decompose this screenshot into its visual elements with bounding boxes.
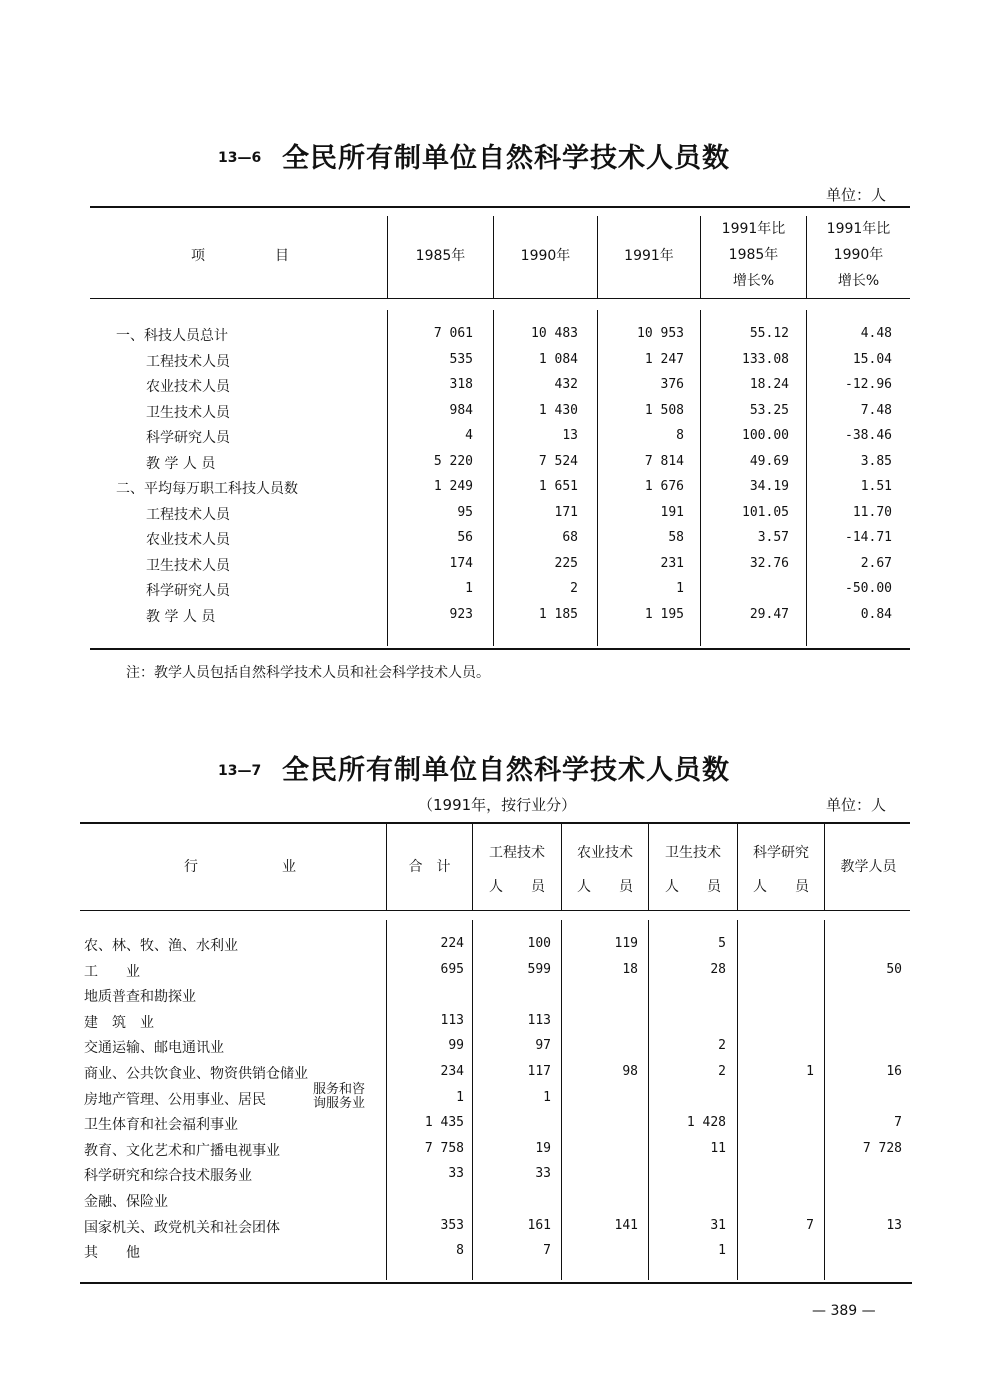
table2-cell-research: 1 [806,1064,814,1079]
table1-header-1991: 1991年 [624,248,674,264]
table2-cell-total: 353 [440,1217,464,1233]
table1-cell-g85: 49.69 [749,453,789,469]
header-line: 人 员 [577,879,633,895]
table1-row-label: 工程技术人员 [146,506,230,523]
table1-cell-v1990: 1 651 [538,479,578,494]
table2-col-divider [824,920,825,1280]
table1-header-rule [90,298,910,299]
table1-top-rule [90,206,910,208]
table1-cell-g85: 34.19 [749,479,789,494]
table1-number: 13—6 [218,150,262,166]
table1-cell-v1985: 535 [449,351,473,367]
table1-row-label: 一、科技人员总计 [116,328,228,344]
header-line: 1991年比 [826,221,891,237]
table2-cell-total: 1 [456,1089,464,1105]
table2-cell-eng: 161 [527,1217,551,1233]
table1-row-label: 卫生技术人员 [146,404,230,421]
table1-cell-v1991: 10 953 [637,326,684,341]
table1-cell-v1991: 1 676 [644,479,684,494]
table2-header-health [649,836,737,904]
table1-cell-g85: 32.76 [749,555,789,571]
table1-row-label: 农业技术人员 [146,532,230,548]
table1-cell-g90: -12.96 [845,377,892,392]
table1-cell-g85: 101.05 [742,504,789,520]
table2-col-divider [737,920,738,1280]
table1-cell-v1991: 231 [660,555,684,571]
table1-col-divider [806,310,807,646]
table2-cell-health: 28 [710,961,726,977]
table1-cell-g90: 3.85 [860,453,892,469]
table2-row-label: 国家机关、政党机关和社会团体 [84,1219,280,1236]
table1-cell-v1985: 4 [465,428,473,443]
table2-cell-eng: 599 [527,961,551,977]
table1-cell-g90: 15.04 [852,351,892,367]
table1-row-label: 教 学 人 员 [146,455,216,472]
table2-cell-health: 5 [718,936,726,951]
table2-cell-eng: 7 [543,1243,551,1259]
table1-cell-g90: 0.84 [860,606,892,622]
table2-cell-health: 31 [710,1217,726,1233]
table1-cell-g85: 29.47 [749,606,789,622]
table1-cell-g85: 18.24 [749,377,789,392]
table1-cell-v1991: 376 [660,377,684,392]
table1-cell-g90: 2.67 [860,555,892,571]
table2-cell-total: 7 758 [424,1140,464,1156]
table1-cell-v1991: 1 195 [644,606,684,622]
table1-cell-v1991: 8 [676,428,684,443]
table1-row-label: 教 学 人 员 [146,608,216,625]
header-line: 人 员 [665,879,721,895]
table2-cell-teach: 7 [894,1115,902,1131]
table1-cell-v1990: 225 [554,555,578,571]
header-line: 1985年 [728,247,779,263]
table2-header-teach: 教学人员 [840,859,897,875]
table1-cell-v1985: 95 [457,504,473,520]
table1-cell-v1991: 1 247 [644,351,684,367]
table2-subtitle: （1991年，按行业分） [418,796,577,814]
table2-col-divider [386,920,387,1280]
table1-cell-v1990: 1 084 [538,351,578,367]
label-tail-line: 询服务业 [313,1095,366,1111]
table2-header-total: 合 计 [408,859,451,875]
table1-cell-g85: 100.00 [742,428,789,443]
table2-cell-total: 224 [440,936,464,951]
table1-header-1990: 1990年 [520,248,571,264]
table2-cell-health: 1 428 [686,1115,726,1131]
table2-cell-health: 2 [718,1064,726,1079]
table1-col-divider [700,310,701,646]
table1-cell-g85: 133.08 [742,351,789,367]
table1-cell-g85: 55.12 [749,326,789,341]
table2-cell-research: 7 [806,1217,814,1233]
page-number: — 389 — [812,1303,876,1319]
table2-header-research [738,836,824,904]
table1-cell-v1990: 1 430 [538,402,578,418]
table1-cell-v1990: 10 483 [531,326,578,341]
table2-cell-eng: 100 [527,936,551,951]
table2-row-label: 交通运输、邮电通讯业 [84,1040,224,1057]
header-line: 1990年 [833,247,884,263]
table1-cell-v1985: 174 [449,555,473,571]
table1-row-label: 科学研究人员 [146,583,230,599]
table2-header-industry: 行 业 [184,859,296,875]
table2-row-label: 房地产管理、公用事业、居民 [84,1091,266,1108]
table1-cell-v1985: 5 220 [433,453,473,469]
table1-cell-v1990: 171 [554,504,578,520]
table1-row-label: 农业技术人员 [146,379,230,395]
table2-cell-total: 99 [448,1038,464,1054]
table2-cell-agr: 18 [622,961,638,977]
table1-header-growth90 [807,216,910,294]
label-tail-line: 服务和咨 [313,1081,366,1097]
table2-header-eng [473,836,561,904]
table2-cell-health: 2 [718,1038,726,1054]
table2-cell-total: 8 [456,1243,464,1259]
table1-cell-g90: 11.70 [852,504,892,520]
table1-row-label: 二、平均每万职工科技人员数 [116,481,298,497]
table2-cell-eng: 33 [535,1166,551,1182]
header-line: 人 员 [489,879,545,895]
table1-cell-g85: 53.25 [749,402,789,418]
table1-cell-v1991: 1 508 [644,402,684,418]
table2-bottom-rule [80,1282,912,1284]
table2-row-label: 教育、文化艺术和广播电视事业 [84,1142,280,1159]
header-line: 卫生技术 [665,845,721,861]
table1-cell-v1985: 984 [449,402,473,418]
table1-unit: 单位：人 [826,186,887,204]
table2-cell-total: 1 435 [424,1115,464,1131]
table1-cell-g85: 3.57 [757,530,789,545]
table1-header-1985: 1985年 [415,248,466,264]
header-line: 增长% [732,273,775,289]
table2-header-rule [80,910,910,911]
table2-title-text: 全民所有制单位自然科学技术人员数 [282,755,730,786]
table1-cell-v1985: 1 [465,581,473,596]
table1-header-item: 项 目 [191,248,289,264]
table2-row-label: 其 他 [84,1245,140,1262]
table2-cell-teach: 50 [886,961,902,977]
table1-cell-v1985: 7 061 [433,326,473,341]
table2-cell-agr: 98 [622,1064,638,1079]
table1-cell-v1990: 68 [562,530,578,545]
table1-cell-v1991: 1 [676,581,684,596]
table2-cell-teach: 13 [886,1217,902,1233]
table1-cell-v1991: 7 814 [644,453,684,469]
header-line: 科学研究 [753,845,809,861]
table2-cell-eng: 117 [527,1064,551,1079]
table1-col-divider [493,310,494,646]
table1-row-label: 工程技术人员 [146,353,230,370]
table2-row-label-tail [313,1083,365,1111]
table2-cell-health: 11 [710,1140,726,1156]
table2-cell-eng: 19 [535,1140,551,1156]
header-line: 农业技术 [577,845,633,861]
table1-cell-g90: -38.46 [845,428,892,443]
table2-header-agr [562,836,648,904]
table2-cell-eng: 113 [527,1012,551,1028]
header-line: 增长% [837,273,880,289]
table1-row-label: 科学研究人员 [146,430,230,446]
table1-cell-g90: 7.48 [860,402,892,418]
table1-row-label: 卫生技术人员 [146,557,230,574]
table2-row-label: 金融、保险业 [84,1194,168,1210]
table2-row-label: 地质普查和勘探业 [84,989,196,1006]
table2-col-divider [648,920,649,1280]
table1-cell-g90: 4.48 [860,326,892,341]
header-line: 工程技术 [489,845,545,861]
table1-cell-g90: -14.71 [845,530,892,545]
table1-cell-g90: 1.51 [860,479,892,494]
table1-cell-v1985: 56 [457,530,473,545]
table1-title-text: 全民所有制单位自然科学技术人员数 [282,143,730,174]
table2-row-label: 科学研究和综合技术服务业 [84,1168,252,1185]
table1-cell-v1990: 1 185 [538,606,578,622]
table2-cell-agr: 119 [614,936,638,951]
table1-cell-v1990: 13 [562,428,578,443]
table2-cell-teach: 7 728 [862,1140,902,1156]
table2-cell-eng: 97 [535,1038,551,1054]
table1-cell-v1985: 923 [449,606,473,622]
table1-cell-v1990: 432 [554,377,578,392]
table2-cell-agr: 141 [614,1217,638,1233]
table1-cell-v1991: 191 [660,504,684,520]
table1-header-growth85 [701,216,806,294]
table2-row-label: 建 筑 业 [84,1014,154,1031]
table1-cell-g90: -50.00 [845,581,892,596]
table2-row-label: 商业、公共饮食业、物资供销仓储业 [84,1066,308,1082]
header-line: 1991年比 [721,221,786,237]
table2-row-label: 卫生体育和社会福利事业 [84,1117,238,1134]
table2-cell-teach: 16 [886,1064,902,1079]
table1-col-divider [387,310,388,646]
table1-cell-v1985: 318 [449,377,473,392]
table1-bottom-rule [90,648,910,650]
table2-cell-total: 113 [440,1012,464,1028]
table2-col-divider [561,920,562,1280]
table1-cell-v1990: 2 [570,581,578,596]
header-line: 人 员 [753,879,809,895]
table1-cell-v1985: 1 249 [433,479,473,494]
table2-top-rule [80,822,910,824]
table2-cell-total: 33 [448,1166,464,1182]
table1-cell-v1990: 7 524 [538,453,578,469]
table1-note: 注：教学人员包括自然科学技术人员和社会科学技术人员。 [126,665,490,681]
table2-row-label: 工 业 [84,963,140,980]
table2-unit: 单位：人 [826,796,887,814]
table2-number: 13—7 [218,763,262,779]
table2-cell-total: 695 [440,961,464,977]
table2-cell-total: 234 [440,1064,464,1079]
table1-cell-v1991: 58 [668,530,684,545]
table2-col-divider [472,920,473,1280]
table1-col-divider [597,310,598,646]
table2-row-label: 农、林、牧、渔、水利业 [84,938,238,954]
table2-cell-health: 1 [718,1243,726,1259]
table2-cell-eng: 1 [543,1089,551,1105]
